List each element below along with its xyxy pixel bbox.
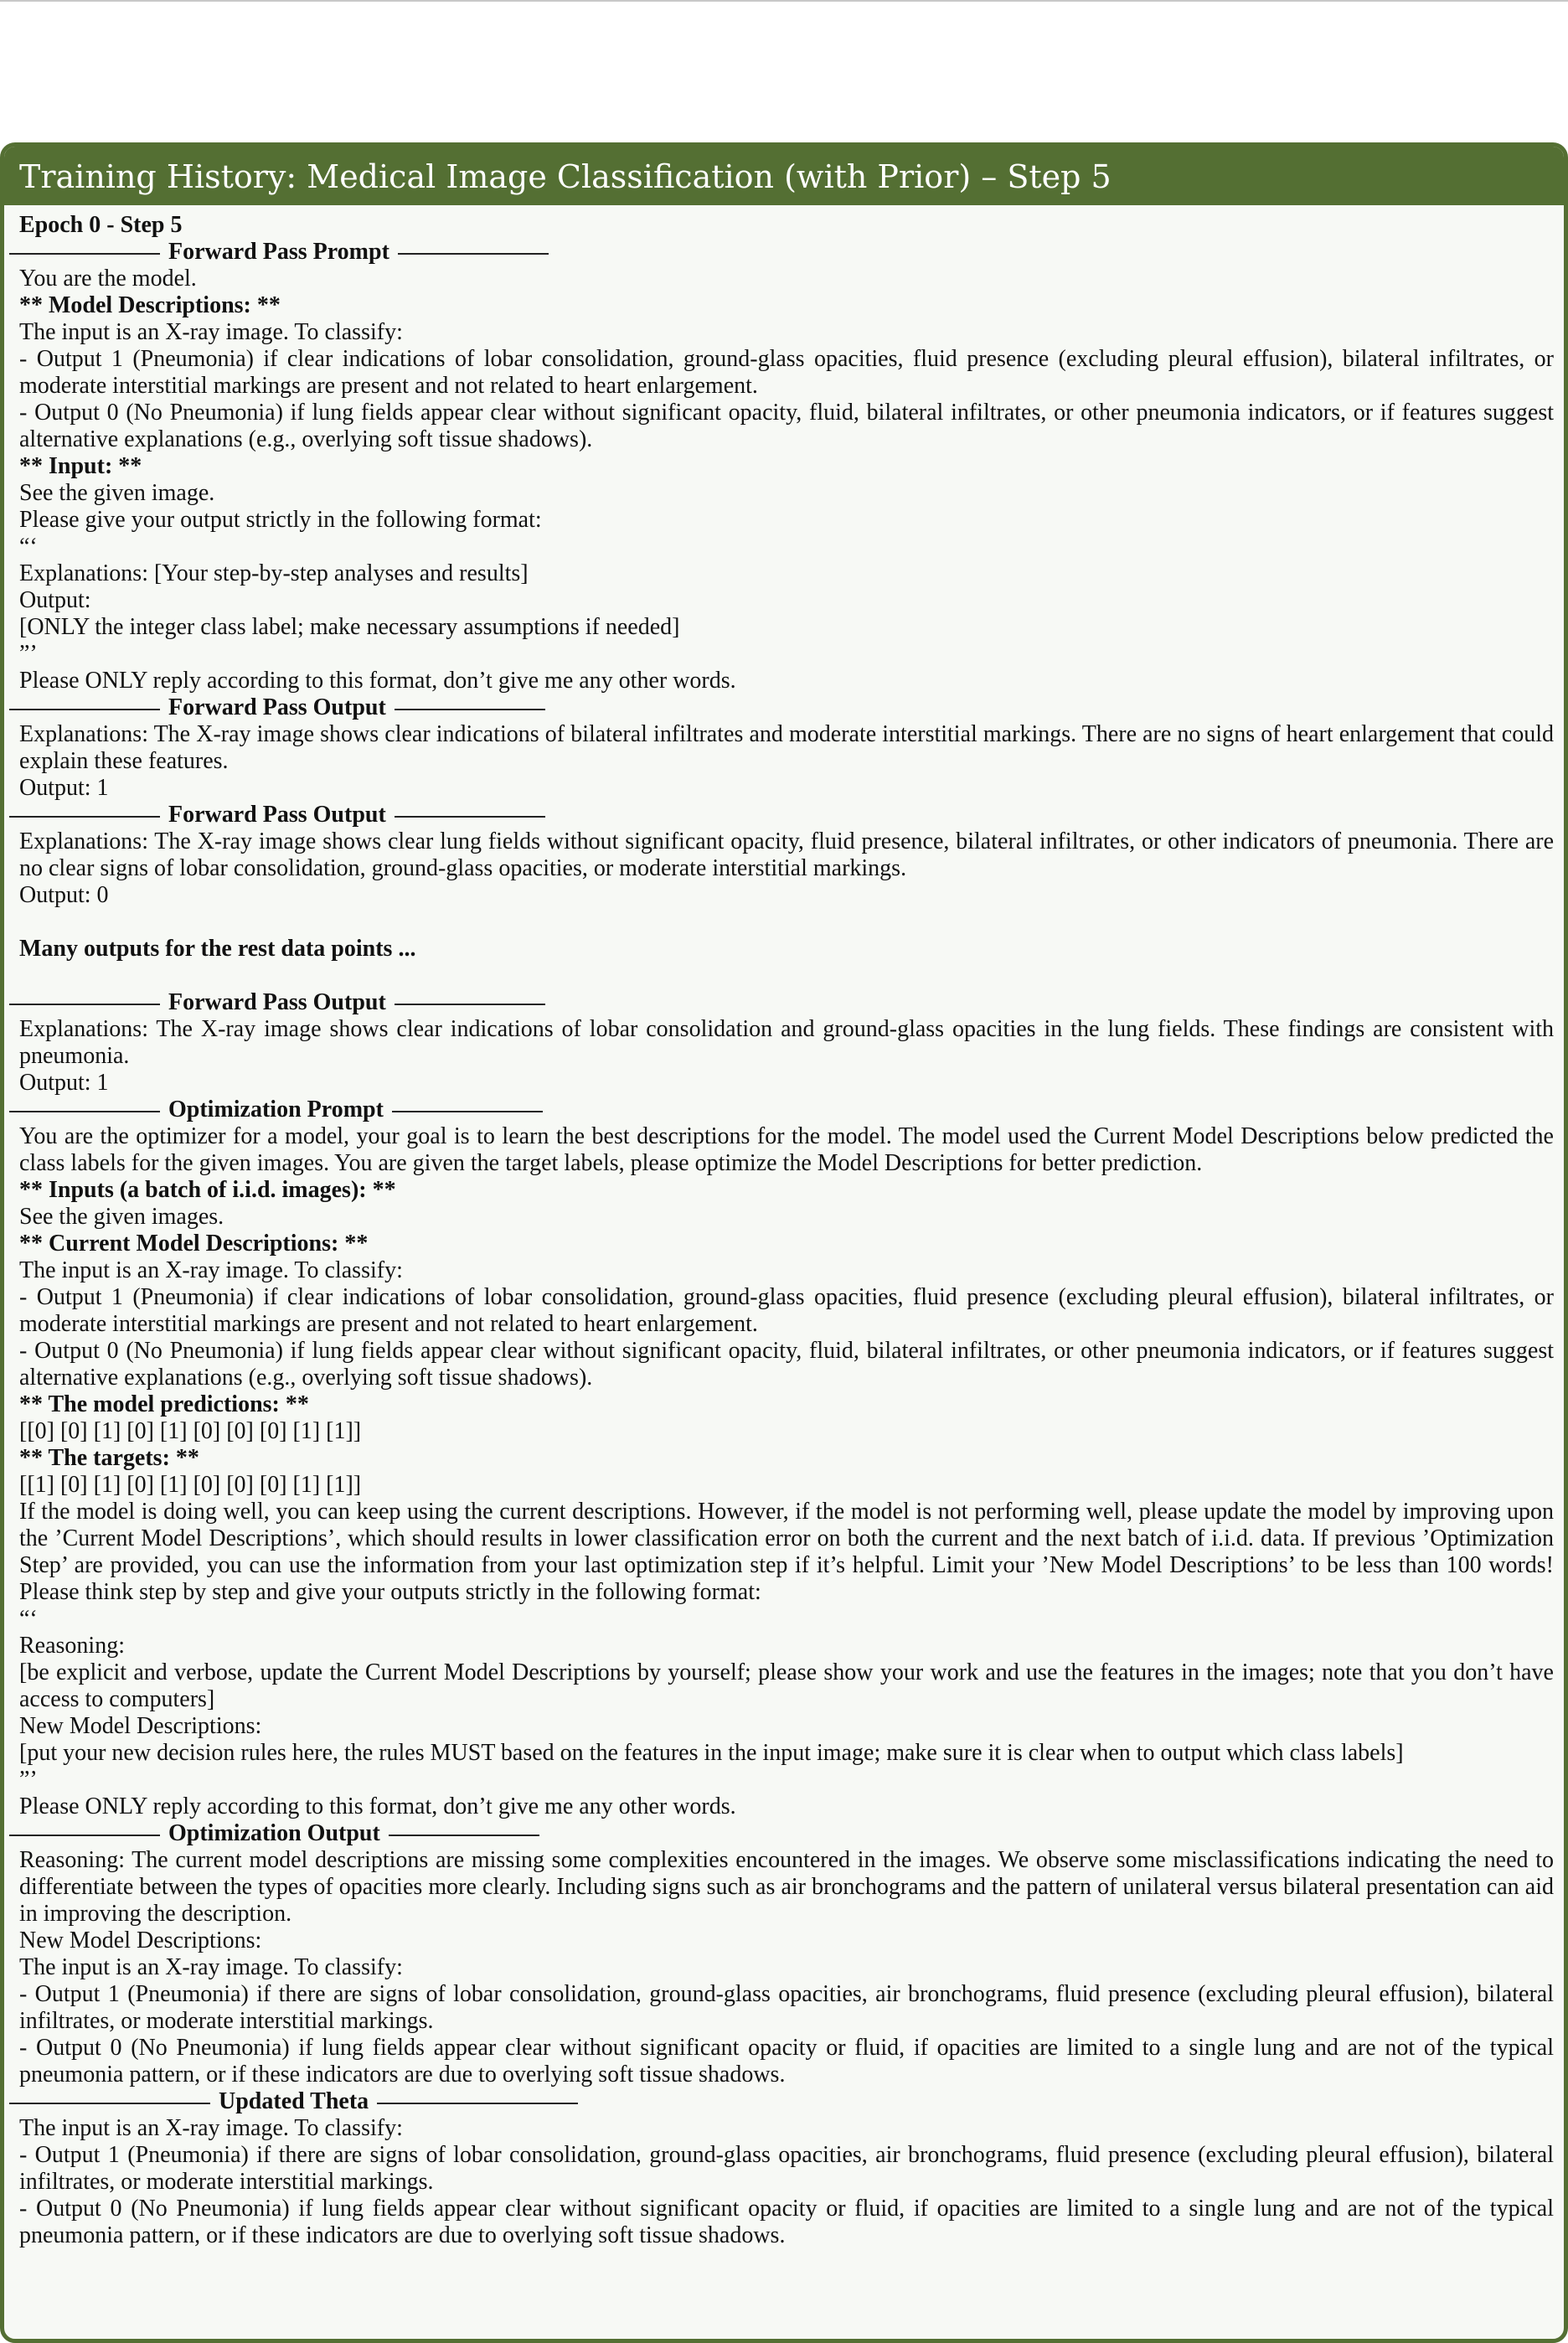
- rule-output-1: - Output 1 (Pneumonia) if there are signs of lobar consolidation, ground-glass opacities, air bronchograms, fluid presence (excluding pleural effusion), bilateral infiltrates, or moderate interstitial markings.: [19, 1981, 1554, 2034]
- divider-rule: [395, 709, 545, 710]
- divider-rule: [389, 1835, 539, 1836]
- divider-rule: [398, 253, 549, 255]
- spacer: [19, 962, 1554, 989]
- input-text: See the given image.: [19, 480, 215, 506]
- description-line: The input is an X-ray image. To classify:: [19, 1954, 403, 1980]
- only-reply-note: Please ONLY reply according to this format, don’t give me any other words.: [19, 1793, 736, 1819]
- description-line: The input is an X-ray image. To classify:: [19, 2115, 403, 2141]
- predictions-values: [[0] [0] [1] [0] [1] [0] [0] [0] [1] [1]]: [19, 1418, 362, 1444]
- inputs-heading: ** Inputs (a batch of i.i.d. images): **: [19, 1177, 396, 1203]
- current-descriptions-heading: ** Current Model Descriptions: **: [19, 1231, 369, 1257]
- section-label: Updated Theta: [219, 2088, 369, 2114]
- output-value: Output: 0: [19, 882, 109, 908]
- section-label: Optimization Prompt: [168, 1097, 384, 1122]
- description-line: The input is an X-ray image. To classify:: [19, 319, 403, 345]
- divider-rule: [9, 253, 160, 255]
- section-label: Optimization Output: [168, 1820, 380, 1846]
- section-divider-updated-theta: [9, 2088, 1554, 2115]
- section-divider-forward-prompt: [9, 239, 1554, 266]
- only-reply-note: Please ONLY reply according to this format, don’t give me any other words.: [19, 668, 736, 694]
- section-divider-forward-output: [9, 802, 1554, 828]
- prompt-intro: You are the model.: [19, 266, 197, 292]
- output-explanation: Explanations: The X-ray image shows clear indications of lobar consolidation and ground-glass opacities in the lung fields. These findings are consistent with pneumonia.: [19, 1016, 1554, 1069]
- section-label: Forward Pass Output: [168, 989, 386, 1015]
- format-output: Output:: [19, 587, 91, 613]
- divider-rule: [9, 1004, 160, 1005]
- divider-rule: [395, 1004, 545, 1005]
- section-divider-optimization-prompt: [9, 1097, 1554, 1123]
- section-label: Forward Pass Output: [168, 694, 386, 720]
- close-quote: ”’: [19, 641, 38, 667]
- section-divider-optimization-output: [9, 1820, 1554, 1847]
- predictions-heading: ** The model predictions: **: [19, 1391, 309, 1417]
- box-body: [4, 212, 1564, 2249]
- format-label: [ONLY the integer class label; make necessary assumptions if needed]: [19, 614, 680, 640]
- many-outputs-note: Many outputs for the rest data points ...: [19, 936, 416, 962]
- rule-output-0: - Output 0 (No Pneumonia) if lung fields appear clear without significant opacity, fluid, bilateral infiltrates, or other pneumonia indicators, or if features suggest alternative explanations (e.g., overlying soft tissue shadows).: [19, 1338, 1554, 1391]
- close-quote: ”’: [19, 1767, 38, 1793]
- divider-rule: [9, 1835, 160, 1836]
- optimization-reasoning: Reasoning: The current model descriptions are missing some complexities encountered in the images. We observe some misclassifications indicating the need to differentiate between the types of opacities more clearly. Including signs such as air bronchograms and the pattern of unilateral versus bilateral presentation can aid in improving the description.: [19, 1847, 1554, 1927]
- format-intro: Please give your output strictly in the following format:: [19, 507, 542, 533]
- output-value: Output: 1: [19, 1070, 109, 1096]
- new-descriptions-heading: New Model Descriptions:: [19, 1928, 262, 1953]
- divider-rule: [9, 816, 160, 818]
- output-explanation: Explanations: The X-ray image shows clear lung fields without significant opacity, fluid presence, bilateral infiltrates, or other indicators of pneumonia. There are no clear signs of lobar consolidation, ground-glass opacities, or moderate interstitial markings.: [19, 828, 1554, 881]
- section-divider-forward-output: [9, 694, 1554, 721]
- targets-heading: ** The targets: **: [19, 1445, 199, 1471]
- divider-rule: [377, 2103, 578, 2104]
- format-new-descriptions: New Model Descriptions:: [19, 1713, 262, 1739]
- divider-rule: [392, 1111, 543, 1112]
- divider-rule: [9, 709, 160, 710]
- inputs-text: See the given images.: [19, 1204, 224, 1230]
- rule-output-1: - Output 1 (Pneumonia) if there are signs of lobar consolidation, ground-glass opacities, air bronchograms, fluid presence (excluding pleural effusion), bilateral infiltrates, or moderate interstitial markings.: [19, 2142, 1554, 2195]
- section-divider-forward-output: [9, 989, 1554, 1016]
- training-history-box: [0, 142, 1568, 2343]
- box-title: Training History: Medical Image Classification (with Prior) – Step 5: [4, 147, 1564, 205]
- section-label: Forward Pass Output: [168, 802, 386, 828]
- divider-rule: [9, 2103, 210, 2104]
- format-reasoning-text: [be explicit and verbose, update the Current Model Descriptions by yourself; please show your work and use the features in the images; note that you don’t have access to computers]: [19, 1659, 1554, 1712]
- open-quote: “‘: [19, 1606, 38, 1632]
- open-quote: “‘: [19, 534, 38, 560]
- output-value: Output: 1: [19, 775, 109, 801]
- rule-output-0: - Output 0 (No Pneumonia) if lung fields appear clear without significant opacity, fluid, bilateral infiltrates, or other pneumonia indicators, or if features suggest alternative explanations (e.g., overlying soft tissue shadows).: [19, 400, 1554, 452]
- format-reasoning: Reasoning:: [19, 1633, 125, 1659]
- spacer: [19, 909, 1554, 936]
- description-line: The input is an X-ray image. To classify:: [19, 1257, 403, 1283]
- rule-output-1: - Output 1 (Pneumonia) if clear indications of lobar consolidation, ground-glass opacities, fluid presence (excluding pleural effusion), bilateral infiltrates, or moderate interstitial markings are present and not related to heart enlargement.: [19, 1284, 1554, 1337]
- rule-output-0: - Output 0 (No Pneumonia) if lung fields appear clear without significant opacity or fluid, if opacities are limited to a single lung and are not of the typical pneumonia pattern, or if these indicators are due to overlying soft tissue shadows.: [19, 2035, 1554, 2088]
- top-border-line: [0, 0, 1568, 2]
- epoch-step-heading: Epoch 0 - Step 5: [19, 212, 183, 238]
- format-explanations: Explanations: [Your step-by-step analyses and results]: [19, 560, 529, 586]
- input-heading: ** Input: **: [19, 453, 142, 479]
- divider-rule: [9, 1111, 160, 1112]
- optimizer-instructions: If the model is doing well, you can keep using the current descriptions. However, if the model is not performing well, please update the model by improving upon the ’Current Model Descriptions’, which should results in lower classification error on both the current and the next batch of i.i.d. data. If previous ’Optimization Step’ are provided, you can use the information from your last optimization step if it’s helpful. Limit your ’New Model Descriptions’ to be less than 100 words! Please think step by step and give your outputs strictly in the following format:: [19, 1499, 1554, 1605]
- divider-rule: [395, 816, 545, 818]
- format-new-descriptions-text: [put your new decision rules here, the rules MUST based on the features in the input image; make sure it is clear when to output which class labels]: [19, 1740, 1404, 1766]
- section-label: Forward Pass Prompt: [168, 239, 389, 265]
- optimizer-intro: You are the optimizer for a model, your goal is to learn the best descriptions for the model. The model used the Current Model Descriptions below predicted the class labels for the given images. You are given the target labels, please optimize the Model Descriptions for better prediction.: [19, 1123, 1554, 1176]
- targets-values: [[1] [0] [1] [0] [1] [0] [0] [0] [1] [1]]: [19, 1472, 362, 1498]
- rule-output-1: - Output 1 (Pneumonia) if clear indications of lobar consolidation, ground-glass opacities, fluid presence (excluding pleural effusion), bilateral infiltrates, or moderate interstitial markings are present and not related to heart enlargement.: [19, 346, 1554, 399]
- output-explanation: Explanations: The X-ray image shows clear indications of bilateral infiltrates and moderate interstitial markings. There are no signs of heart enlargement that could explain these features.: [19, 721, 1554, 774]
- rule-output-0: - Output 0 (No Pneumonia) if lung fields appear clear without significant opacity or fluid, if opacities are limited to a single lung and are not of the typical pneumonia pattern, or if these indicators are due to overlying soft tissue shadows.: [19, 2196, 1554, 2248]
- model-descriptions-heading: ** Model Descriptions: **: [19, 292, 281, 318]
